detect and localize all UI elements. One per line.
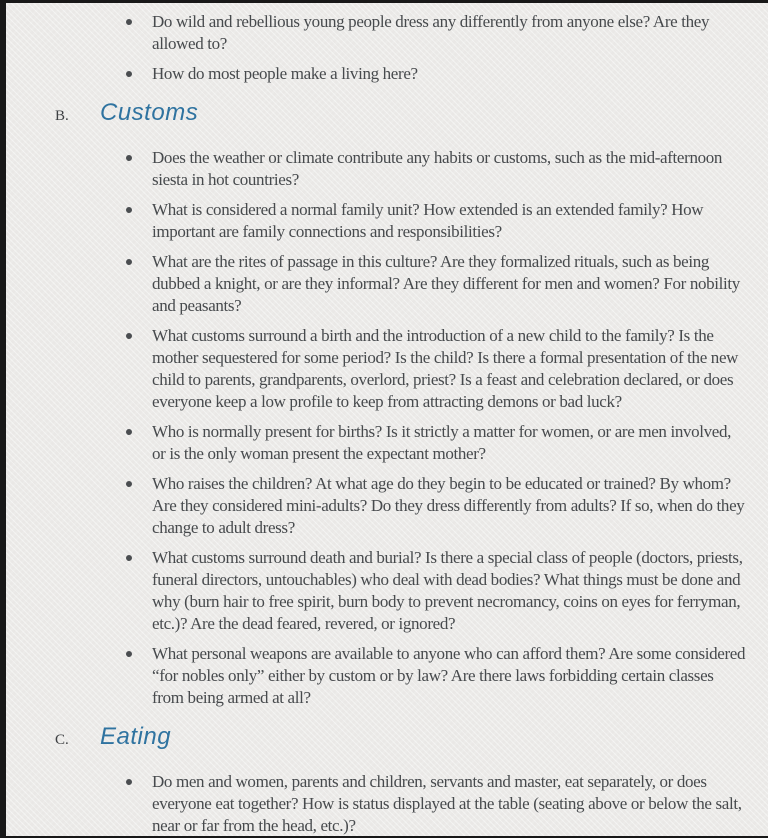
list-item (152, 473, 748, 539)
bullet-icon (126, 429, 132, 435)
bullet-icon (126, 259, 132, 265)
section-title: Eating (100, 723, 172, 750)
eating-bullet-list (6, 771, 768, 836)
list-item (152, 63, 748, 85)
list-item-text: Do wild and rebellious young people dress any differently from anyone else? Are they allowed to? (152, 12, 710, 53)
bullet-icon (126, 651, 132, 657)
list-item-text: What customs surround a birth and the introduction of a new child to the family? Is the mother sequestered for some period? Is the child? Is there a formal presentation of the new child to parents, grandparents, overlord, priest? Is a feast and celebration declared, or does everyone keep a low profile to keep from attracting demons or bad luck? (152, 326, 739, 411)
list-item-text: What is considered a normal family unit? How extended is an extended family? How important are family connections and responsibilities? (152, 200, 704, 241)
list-item (152, 547, 748, 635)
section-heading-customs (55, 99, 768, 127)
list-item-text: Who is normally present for births? Is it strictly a matter for women, or are men involved, or is the only woman present the expectant mother? (152, 422, 732, 463)
list-item-text: What are the rites of passage in this culture? Are they formalized rituals, such as being dubbed a knight, or are they informal? Are they different for men and women? For nobility and peasants? (152, 252, 740, 315)
list-item (152, 771, 748, 836)
bullet-icon (126, 19, 132, 25)
bullet-icon (126, 71, 132, 77)
bullet-icon (126, 779, 132, 785)
list-item (152, 147, 748, 191)
intro-bullet-list (6, 11, 768, 85)
list-item (152, 643, 748, 709)
list-item-text: Does the weather or climate contribute any habits or customs, such as the mid-afternoon siesta in hot countries? (152, 148, 723, 189)
list-item-text: What customs surround death and burial? Is there a special class of people (doctors, priests, funeral directors, untouchables) who deal with dead bodies? What things must be done and why (burn hair to free spirit, burn body to prevent necromancy, coins on eyes for ferryman, etc.)? Are the dead feared, revered, or ignored? (152, 548, 743, 633)
list-item (152, 11, 748, 55)
list-item (152, 325, 748, 413)
section-letter: B. (55, 108, 69, 124)
list-item-text: Do men and women, parents and children, servants and master, eat separately, or does everyone eat together? How is status displayed at the table (seating above or below the salt, near or far from the head, etc.)? (152, 772, 742, 835)
list-item (152, 251, 748, 317)
section-letter: C. (55, 732, 69, 748)
bullet-icon (126, 333, 132, 339)
bullet-icon (126, 555, 132, 561)
list-item-text: What personal weapons are available to anyone who can afford them? Are some considered “for nobles only” either by custom or by law? Are there laws forbidding certain classes from being armed at all? (152, 644, 746, 707)
list-item-text: How do most people make a living here? (152, 64, 418, 83)
list-item (152, 199, 748, 243)
section-heading-eating (55, 723, 768, 751)
bullet-icon (126, 481, 132, 487)
document-page (6, 3, 768, 836)
list-item (152, 421, 748, 465)
customs-bullet-list (6, 147, 768, 709)
bullet-icon (126, 155, 132, 161)
list-item-text: Who raises the children? At what age do they begin to be educated or trained? By whom? Are they considered mini-adults? Do they dress differently from adults? If so, when do they change to adult dress? (152, 474, 745, 537)
bullet-icon (126, 207, 132, 213)
section-title: Customs (100, 99, 199, 126)
